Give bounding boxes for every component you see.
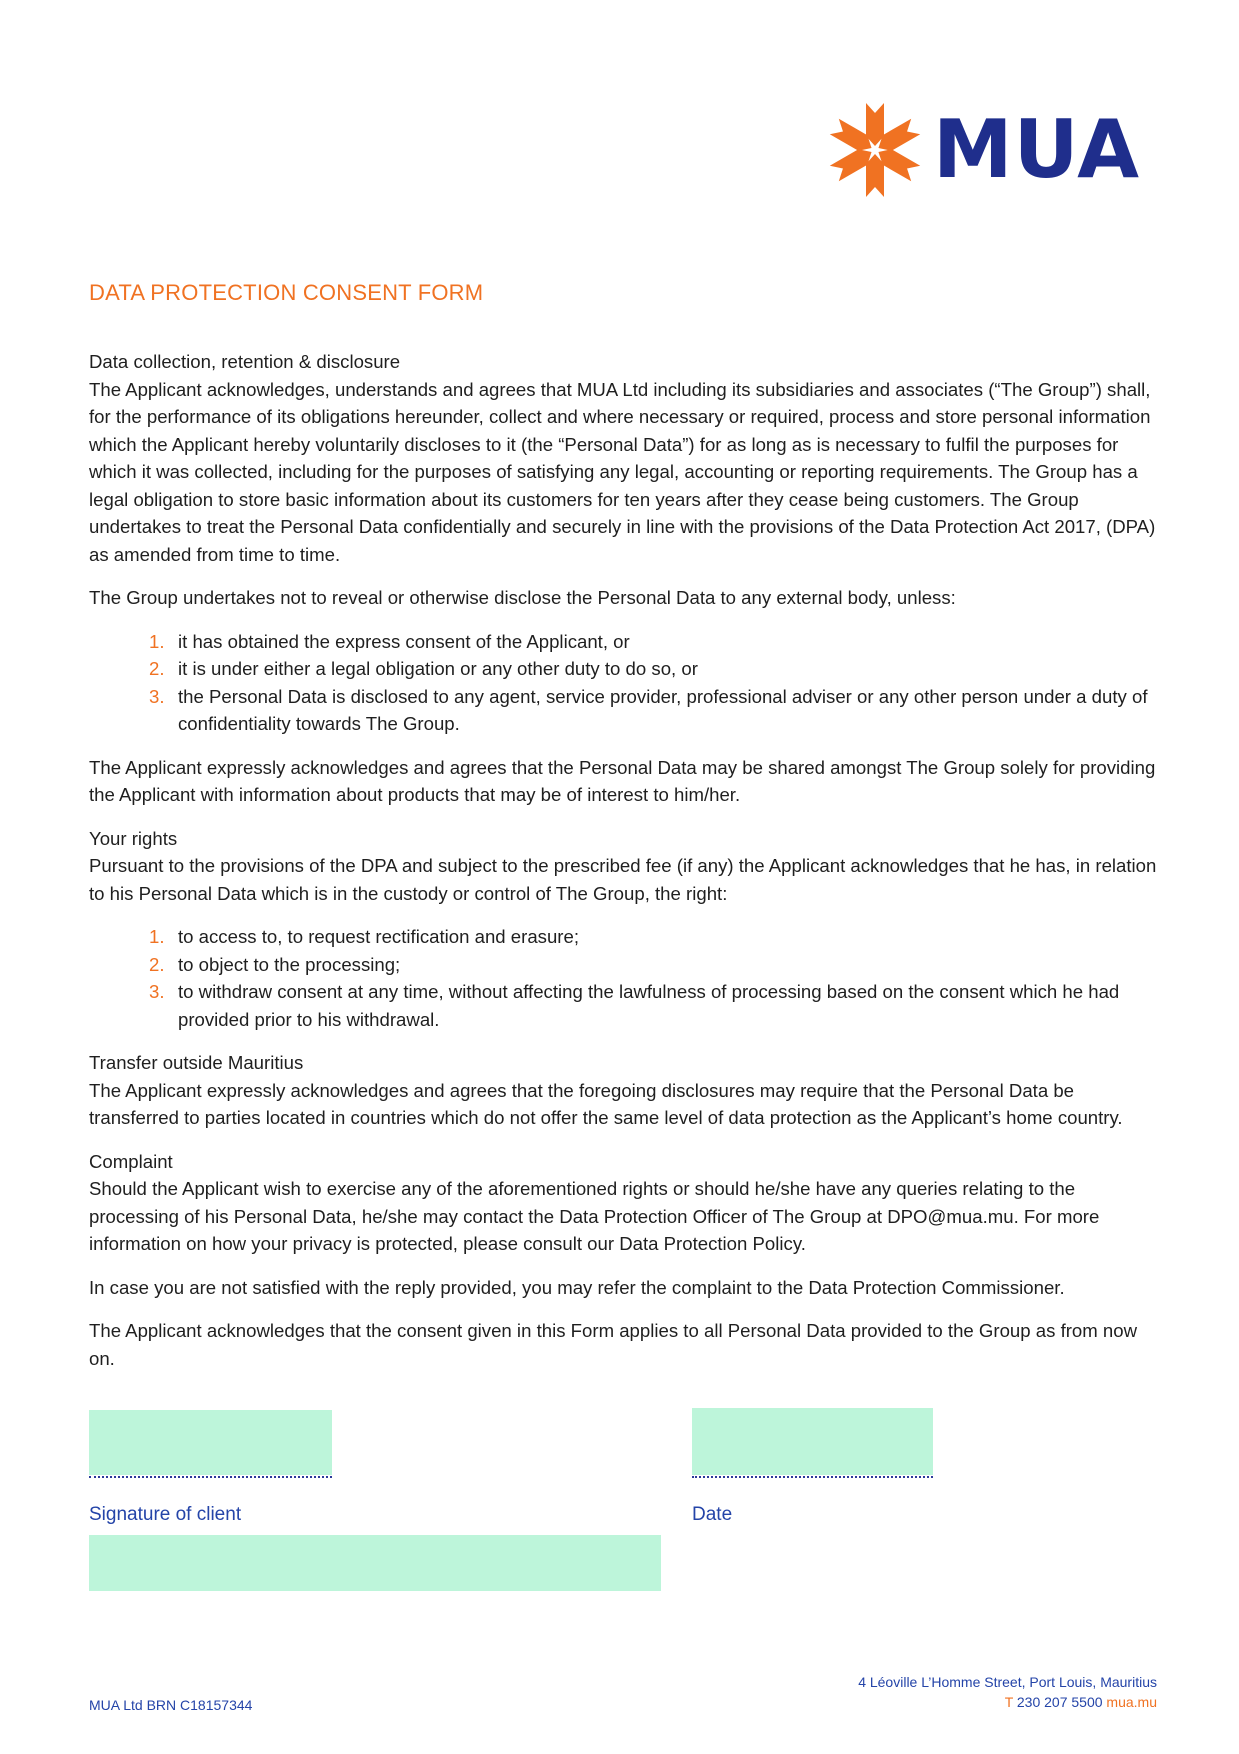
date-line bbox=[692, 1476, 933, 1478]
footer-phone: 230 207 5500 bbox=[1016, 1694, 1103, 1710]
collection-body: The Applicant acknowledges, understands and agrees that MUA Ltd including its subsidiaries and associates (“The Group”) shall, for the performance of its obligations hereunder, collect and where necessary or required, process and store personal information which the Applicant hereby voluntarily discloses to it (the “Personal Data”) for as long as is necessary to fulfil the purposes for which it was collected, including for the purposes of satisfying any legal, accounting or reporting requirements. The Group has a legal obligation to store basic information about its customers for ten years after they cease being customers. The Group undertakes to treat the Personal Data confidentially and securely in line with the provisions of the Data Protection Act 2017, (DPA) as amended from time to time. bbox=[89, 378, 1156, 565]
list-item: 1. it has obtained the express consent of the Applicant, or bbox=[149, 630, 630, 652]
collection-heading: Data collection, retention & disclosure bbox=[89, 351, 401, 372]
complaint-body: Should the Applicant wish to exercise any of the aforementioned rights or should he/she have any queries relating to the processing of his Personal Data, he/she may contact the Data Protection Officer of The Group at DPO@mua.mu. For more information on how your privacy is protected, please consult our Data Protection Policy. bbox=[89, 1178, 1100, 1254]
footer-brn: MUA Ltd BRN C18157344 bbox=[89, 1697, 253, 1713]
date-label: Date bbox=[692, 1504, 733, 1525]
list-item: 1. to access to, to request rectification and erasure; bbox=[149, 926, 580, 947]
complaint-refer: In case you are not satisfied with the reply provided, you may refer the complaint to the Data Protection Commissioner. bbox=[89, 1276, 1065, 1298]
document-body bbox=[89, 348, 1159, 1388]
disclosure-list bbox=[89, 628, 1159, 738]
signature-field[interactable] bbox=[89, 1410, 332, 1475]
page-title: DATA PROTECTION CONSENT FORM bbox=[89, 280, 484, 305]
consent-paragraph: The Applicant acknowledges that the consent given in this Form applies to all Personal Data provided to the Group as from now on. bbox=[89, 1320, 1138, 1369]
mua-logo-text: MUA bbox=[933, 103, 1141, 196]
signature-label: Signature of client bbox=[89, 1504, 242, 1525]
phone-prefix: T bbox=[1004, 1694, 1013, 1710]
list-item: 2. to object to the processing; bbox=[149, 953, 401, 975]
complaint-heading: Complaint bbox=[89, 1150, 173, 1172]
collection-section bbox=[89, 348, 1159, 568]
mua-star-icon bbox=[825, 100, 925, 200]
transfer-body: The Applicant expressly acknowledges and agrees that the foregoing disclosures may require that the Personal Data be transferred to parties located in countries which do not offer the same level of data protection as the Applicant’s home country. bbox=[89, 1079, 1123, 1128]
footer-phone-line bbox=[858, 1692, 1157, 1712]
list-item: 3. to withdraw consent at any time, without affecting the lawfulness of processing based on the consent which he had provided prior to his withdrawal. bbox=[149, 981, 1120, 1030]
mua-logo bbox=[825, 100, 1140, 200]
footer-contact bbox=[858, 1672, 1157, 1712]
rights-section bbox=[89, 825, 1159, 908]
client-name-field[interactable] bbox=[89, 1535, 661, 1591]
rights-list bbox=[89, 923, 1159, 1033]
list-item: 3. the Personal Data is disclosed to any agent, service provider, professional adviser or any other person under a duty of confidentiality towards The Group. bbox=[149, 685, 1148, 734]
footer-website[interactable]: mua.mu bbox=[1106, 1694, 1157, 1710]
sharing-paragraph: The Applicant expressly acknowledges and agrees that the Personal Data may be shared amongst The Group solely for providing the Applicant with information about products that may be of interest to him/her. bbox=[89, 756, 1156, 805]
rights-heading: Your rights bbox=[89, 827, 178, 849]
footer-address: 4 Léoville L’Homme Street, Port Louis, Mauritius bbox=[858, 1674, 1157, 1690]
transfer-section bbox=[89, 1049, 1159, 1132]
date-field[interactable] bbox=[692, 1408, 933, 1475]
disclose-intro: The Group undertakes not to reveal or otherwise disclose the Personal Data to any external body, unless: bbox=[89, 587, 956, 608]
complaint-section bbox=[89, 1148, 1159, 1258]
list-item: 2. it is under either a legal obligation or any other duty to do so, or bbox=[149, 658, 698, 679]
transfer-heading: Transfer outside Mauritius bbox=[89, 1052, 304, 1073]
rights-body: Pursuant to the provisions of the DPA and subject to the prescribed fee (if any) the Applicant acknowledges that he has, in relation to his Personal Data which is in the custody or control of The Group, the right: bbox=[89, 855, 1157, 904]
signature-line bbox=[89, 1476, 332, 1478]
